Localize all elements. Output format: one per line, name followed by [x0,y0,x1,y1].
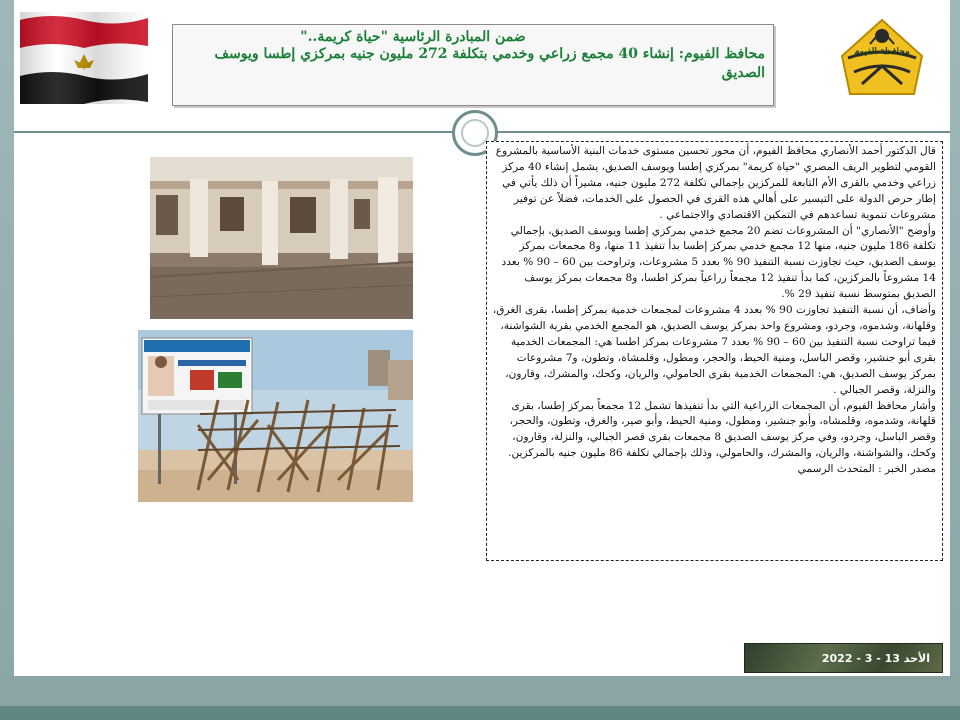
article-paragraph: وأشار محافظ الفيوم، أن المجمعات الزراعية التي بدأ تنفيذها تشمل 12 مجمعاً بمركز إطسا، بقرى قلهانة، وشدموه، وقلمشاه، وأبو جنشير، ومطول، ومنية الحيط، وأبو صير، والغرق، وتطون، والحجر، وقصر الباسل، وجردو، وفي مركز يوسف الصديق 8 مجمعات بقرى قصر الجبالي، والنزلة، وقارون، وكحك، والشواشنة، والريان، والمشرك، والحامولي، وذلك بإجمالي تكلفة 86 مليون جنيه بالمركزين. [508,399,936,460]
egypt-flag-icon [18,12,150,104]
article-paragraph: وأوضح "الأنصاري" أن المشروعات تضم 20 مجمع خدمي بمركزي إطسا ويوسف الصديق، بإجمالي تكلفة 186 مليون جنيه، منها 12 مجمع خدمي بمركز إطسا بدأ تنفيذ 11 منها، و8 مجمعات بمركز يوسف الصديق، حيث تجاوزت نسبة التنفيذ 90 % بعدد 5 مشروعات، وتراوحت بين 60 – 90 % بعدد 14 مشروعاً بالمركزين، كما بدأ تنفيذ 12 مجمعاً زراعياً بمركز اطسا، و8 مجمعات بمركز يوسف الصديق بمتوسط نسبة تنفيذ 29 %. [501,224,936,301]
headline-title: محافظ الفيوم: إنشاء 40 مجمع زراعي وخدمي بتكلفة 272 مليون جنيه بمركزي إطسا ويوسف الصديق [214,46,765,81]
construction-site-photo [138,330,413,502]
headline-kicker: ضمن المبادرة الرئاسية "حياة كريمة.." [300,29,526,45]
right-border-strip [950,0,960,720]
headline-box [172,24,774,106]
logo-text: محافظة الفيوم [854,47,910,57]
article-paragraph: قال الدكتور أحمد الأنصاري محافظ الفيوم، أن محور تحسين مستوى خدمات البنية الأساسية بالمشروع القومي لتطوير الريف المصري "حياة كريمة" بمركزي إطسا ويوسف الصديق، يشمل إنشاء 40 مركز زراعي وخدمي بالقرى الأم التابعة للمركزين بإجمالي تكلفة 272 مليون جنيه، مشيراً أن ذلك يأتي في إطار حرص الدولة على التيسير على أهالي هذه القرى في الحصول على الخدمات، فضلاً عن توفير مشروعات تنموية تساعدهم في التمكين الاقتصادي والاجتماعي . [495,145,936,221]
building-interior-photo [150,157,413,319]
article-source: مصدر الخبر : المتحدث الرسمي [797,463,936,476]
fayoum-governorate-logo [834,16,930,98]
left-border-strip [0,0,14,720]
footer-band-dark [0,706,960,720]
footer-band [0,676,960,706]
article-body [486,141,943,561]
article-paragraph: وأضاف، أن نسبة التنفيذ تجاوزت 90 % بعدد 4 مشروعات لمجمعات خدمية بمركز إطسا، بقرى الغرق، وقلهانة، وشدموه، وجردو، ومشروع واحد بمركز يوسف الصديق، هو المجمع الخدمي بقرية الشواشنة، فيما تراوحت نسبة التنفيذ بين 60 – 90 % بعدد 7 مشروعات بمركز اطسا هي: المجمعات الخدمية بقرى أبو جنشير، وقصر الباسل، ومنية الحيط، والحجر، ومطول، وقلمشاة، وتطون، و7 مشروعات بمركز يوسف الصديق، هي: المجمعات الخدمية بقرى الحامولي، والريان، وكحك، والمشرك، وقارون، والنزلة، وقصر الجبالي . [492,304,936,396]
date-text: الأحد 13 - 3 - 2022 [821,651,930,665]
date-banner [744,643,943,673]
